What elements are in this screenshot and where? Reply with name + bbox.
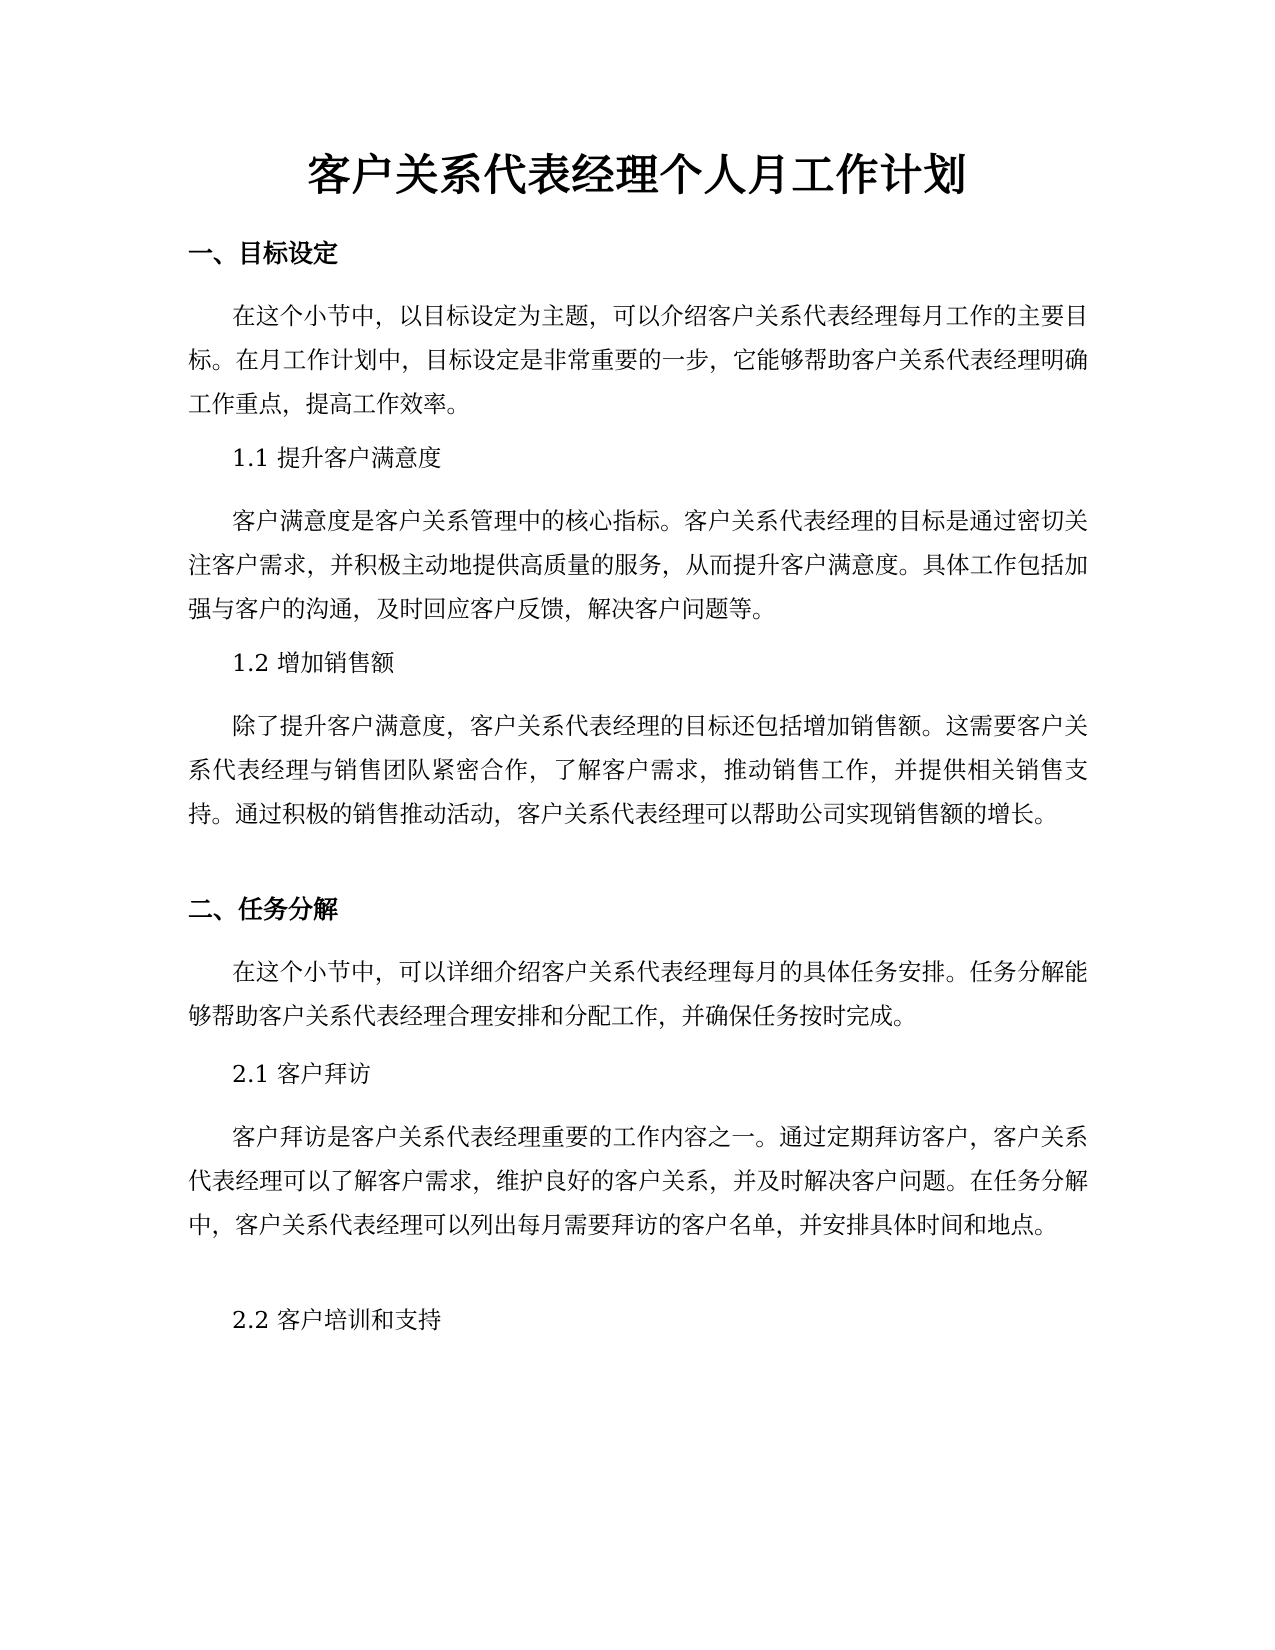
subsection-title-visits: 2.1 客户拜访 (232, 1060, 371, 1088)
subsection-title-training: 2.2 客户培训和支持 (232, 1306, 442, 1334)
section-tasks-intro: 在这个小节中，可以详细介绍客户关系代表经理每月的具体任务安排。任务分解能够帮助客户关系代表经理合理安排和分配工作，并确保任务按时完成。 (188, 958, 1088, 1030)
document-title: 客户关系代表经理个人月工作计划 (307, 151, 968, 201)
subsection-title-sales: 1.2 增加销售额 (232, 649, 395, 677)
section-goals-intro: 在这个小节中，以目标设定为主题，可以介绍客户关系代表经理每月工作的主要目标。在月工作计划中，目标设定是非常重要的一步，它能够帮助客户关系代表经理明确工作重点，提高工作效率。 (188, 302, 1088, 418)
subsection-title-satisfaction: 1.1 提升客户满意度 (232, 444, 442, 472)
subsection-body-satisfaction: 客户满意度是客户关系管理中的核心指标。客户关系代表经理的目标是通过密切关注客户需求，并积极主动地提供高质量的服务，从而提升客户满意度。具体工作包括加强与客户的沟通，及时回应客户反馈，解决客户问题等。 (188, 507, 1088, 623)
subsection-body-sales: 除了提升客户满意度，客户关系代表经理的目标还包括增加销售额。这需要客户关系代表经理与销售团队紧密合作，了解客户需求，推动销售工作，并提供相关销售支持。通过积极的销售推动活动，客户关系代表经理可以帮助公司实现销售额的增长。 (188, 712, 1088, 828)
section-heading-tasks: 二、任务分解 (188, 895, 339, 924)
subsection-body-visits: 客户拜访是客户关系代表经理重要的工作内容之一。通过定期拜访客户，客户关系代表经理可以了解客户需求，维护良好的客户关系，并及时解决客户问题。在任务分解中，客户关系代表经理可以列出每月需要拜访的客户名单，并安排具体时间和地点。 (188, 1123, 1088, 1239)
section-heading-goals: 一、目标设定 (188, 239, 339, 268)
